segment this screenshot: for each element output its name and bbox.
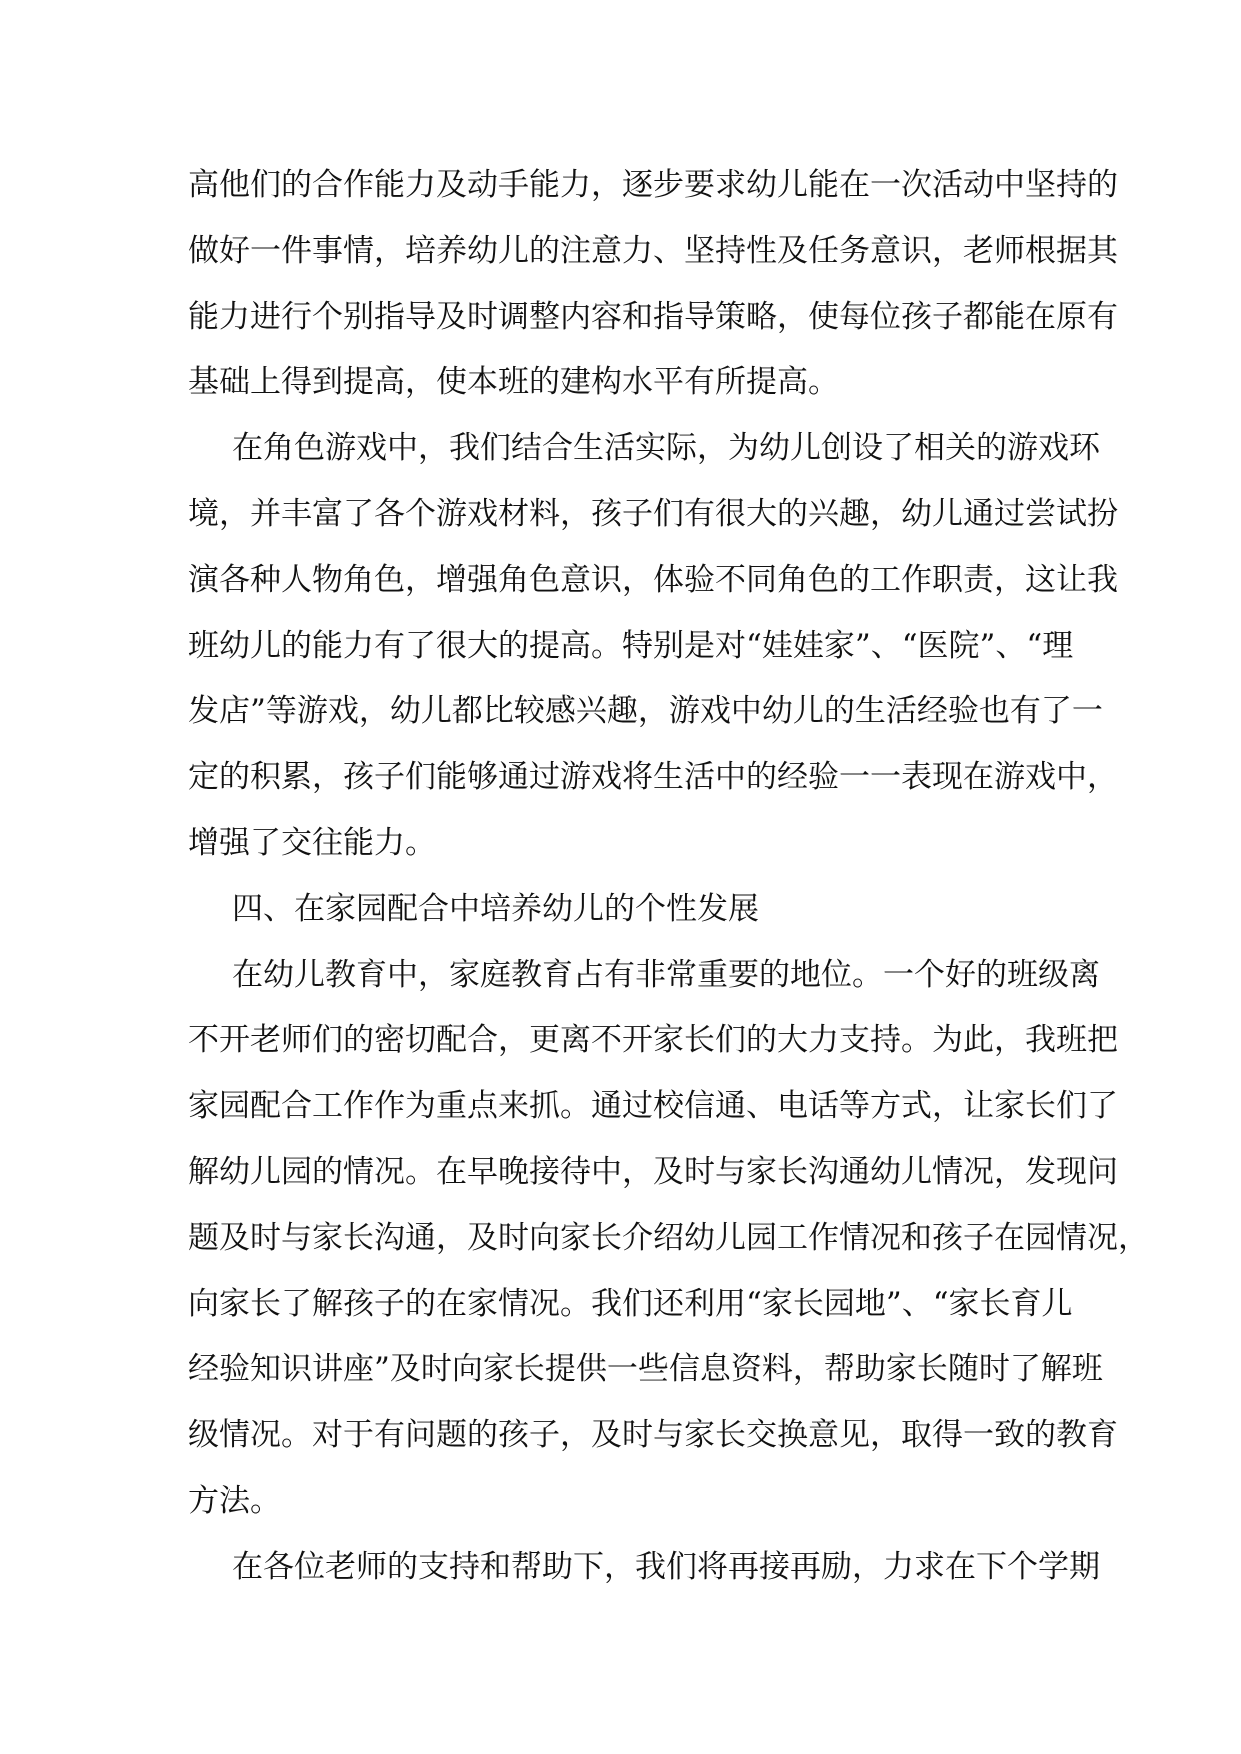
paragraph-line: 级情况。对于有问题的孩子，及时与家长交换意见，取得一致的教育 (188, 1417, 1118, 1454)
paragraph-line: 高他们的合作能力及动手能力，逐步要求幼儿能在一次活动中坚持的 (188, 167, 1118, 203)
paragraph-line: 境，并丰富了各个游戏材料，孩子们有很大的兴趣，幼儿通过尝试扮 (188, 495, 1118, 532)
paragraph-line: 增强了交往能力。 (188, 824, 436, 861)
paragraph-line: 不开老师们的密切配合，更离不开家长们的大力支持。为此，我班把 (188, 1022, 1118, 1059)
paragraph-line: 在各位老师的支持和帮助下，我们将再接再励，力求在下个学期 (232, 1548, 1100, 1585)
paragraph-line: 定的积累，孩子们能够通过游戏将生活中的经验一一表现在游戏中， (188, 759, 1118, 796)
paragraph-line: 在幼儿教育中，家庭教育占有非常重要的地位。一个好的班级离 (232, 956, 1100, 993)
paragraph-line: 发店”等游戏，幼儿都比较感兴趣，游戏中幼儿的生活经验也有了一 (188, 693, 1103, 730)
paragraph-line: 题及时与家长沟通，及时向家长介绍幼儿园工作情况和孩子在园情况， (188, 1219, 1149, 1256)
document-body (188, 153, 1149, 1601)
paragraph-line: 能力进行个别指导及时调整内容和指导策略，使每位孩子都能在原有 (188, 298, 1118, 335)
paragraph-line: 家园配合工作作为重点来抓。通过校信通、电话等方式，让家长们了 (188, 1088, 1118, 1125)
section-heading: 四、在家园配合中培养幼儿的个性发展 (232, 890, 759, 927)
paragraph-line: 基础上得到提高，使本班的建构水平有所提高。 (188, 364, 839, 401)
paragraph-line: 在角色游戏中，我们结合生活实际，为幼儿创设了相关的游戏环 (232, 430, 1100, 467)
paragraph-line: 做好一件事情，培养幼儿的注意力、坚持性及任务意识，老师根据其 (188, 232, 1118, 269)
paragraph-line: 经验知识讲座”及时向家长提供一些信息资料，帮助家长随时了解班 (188, 1351, 1103, 1388)
paragraph-line: 演各种人物角色，增强角色意识，体验不同角色的工作职责，这让我 (188, 561, 1118, 598)
paragraph-line: 解幼儿园的情况。在早晚接待中，及时与家长沟通幼儿情况，发现问 (188, 1153, 1118, 1190)
paragraph-line: 班幼儿的能力有了很大的提高。特别是对“娃娃家”、“医院”、“理 (188, 627, 1074, 664)
paragraph-line: 方法。 (188, 1482, 281, 1519)
paragraph-line: 向家长了解孩子的在家情况。我们还利用“家长园地”、“家长育儿 (188, 1285, 1073, 1322)
